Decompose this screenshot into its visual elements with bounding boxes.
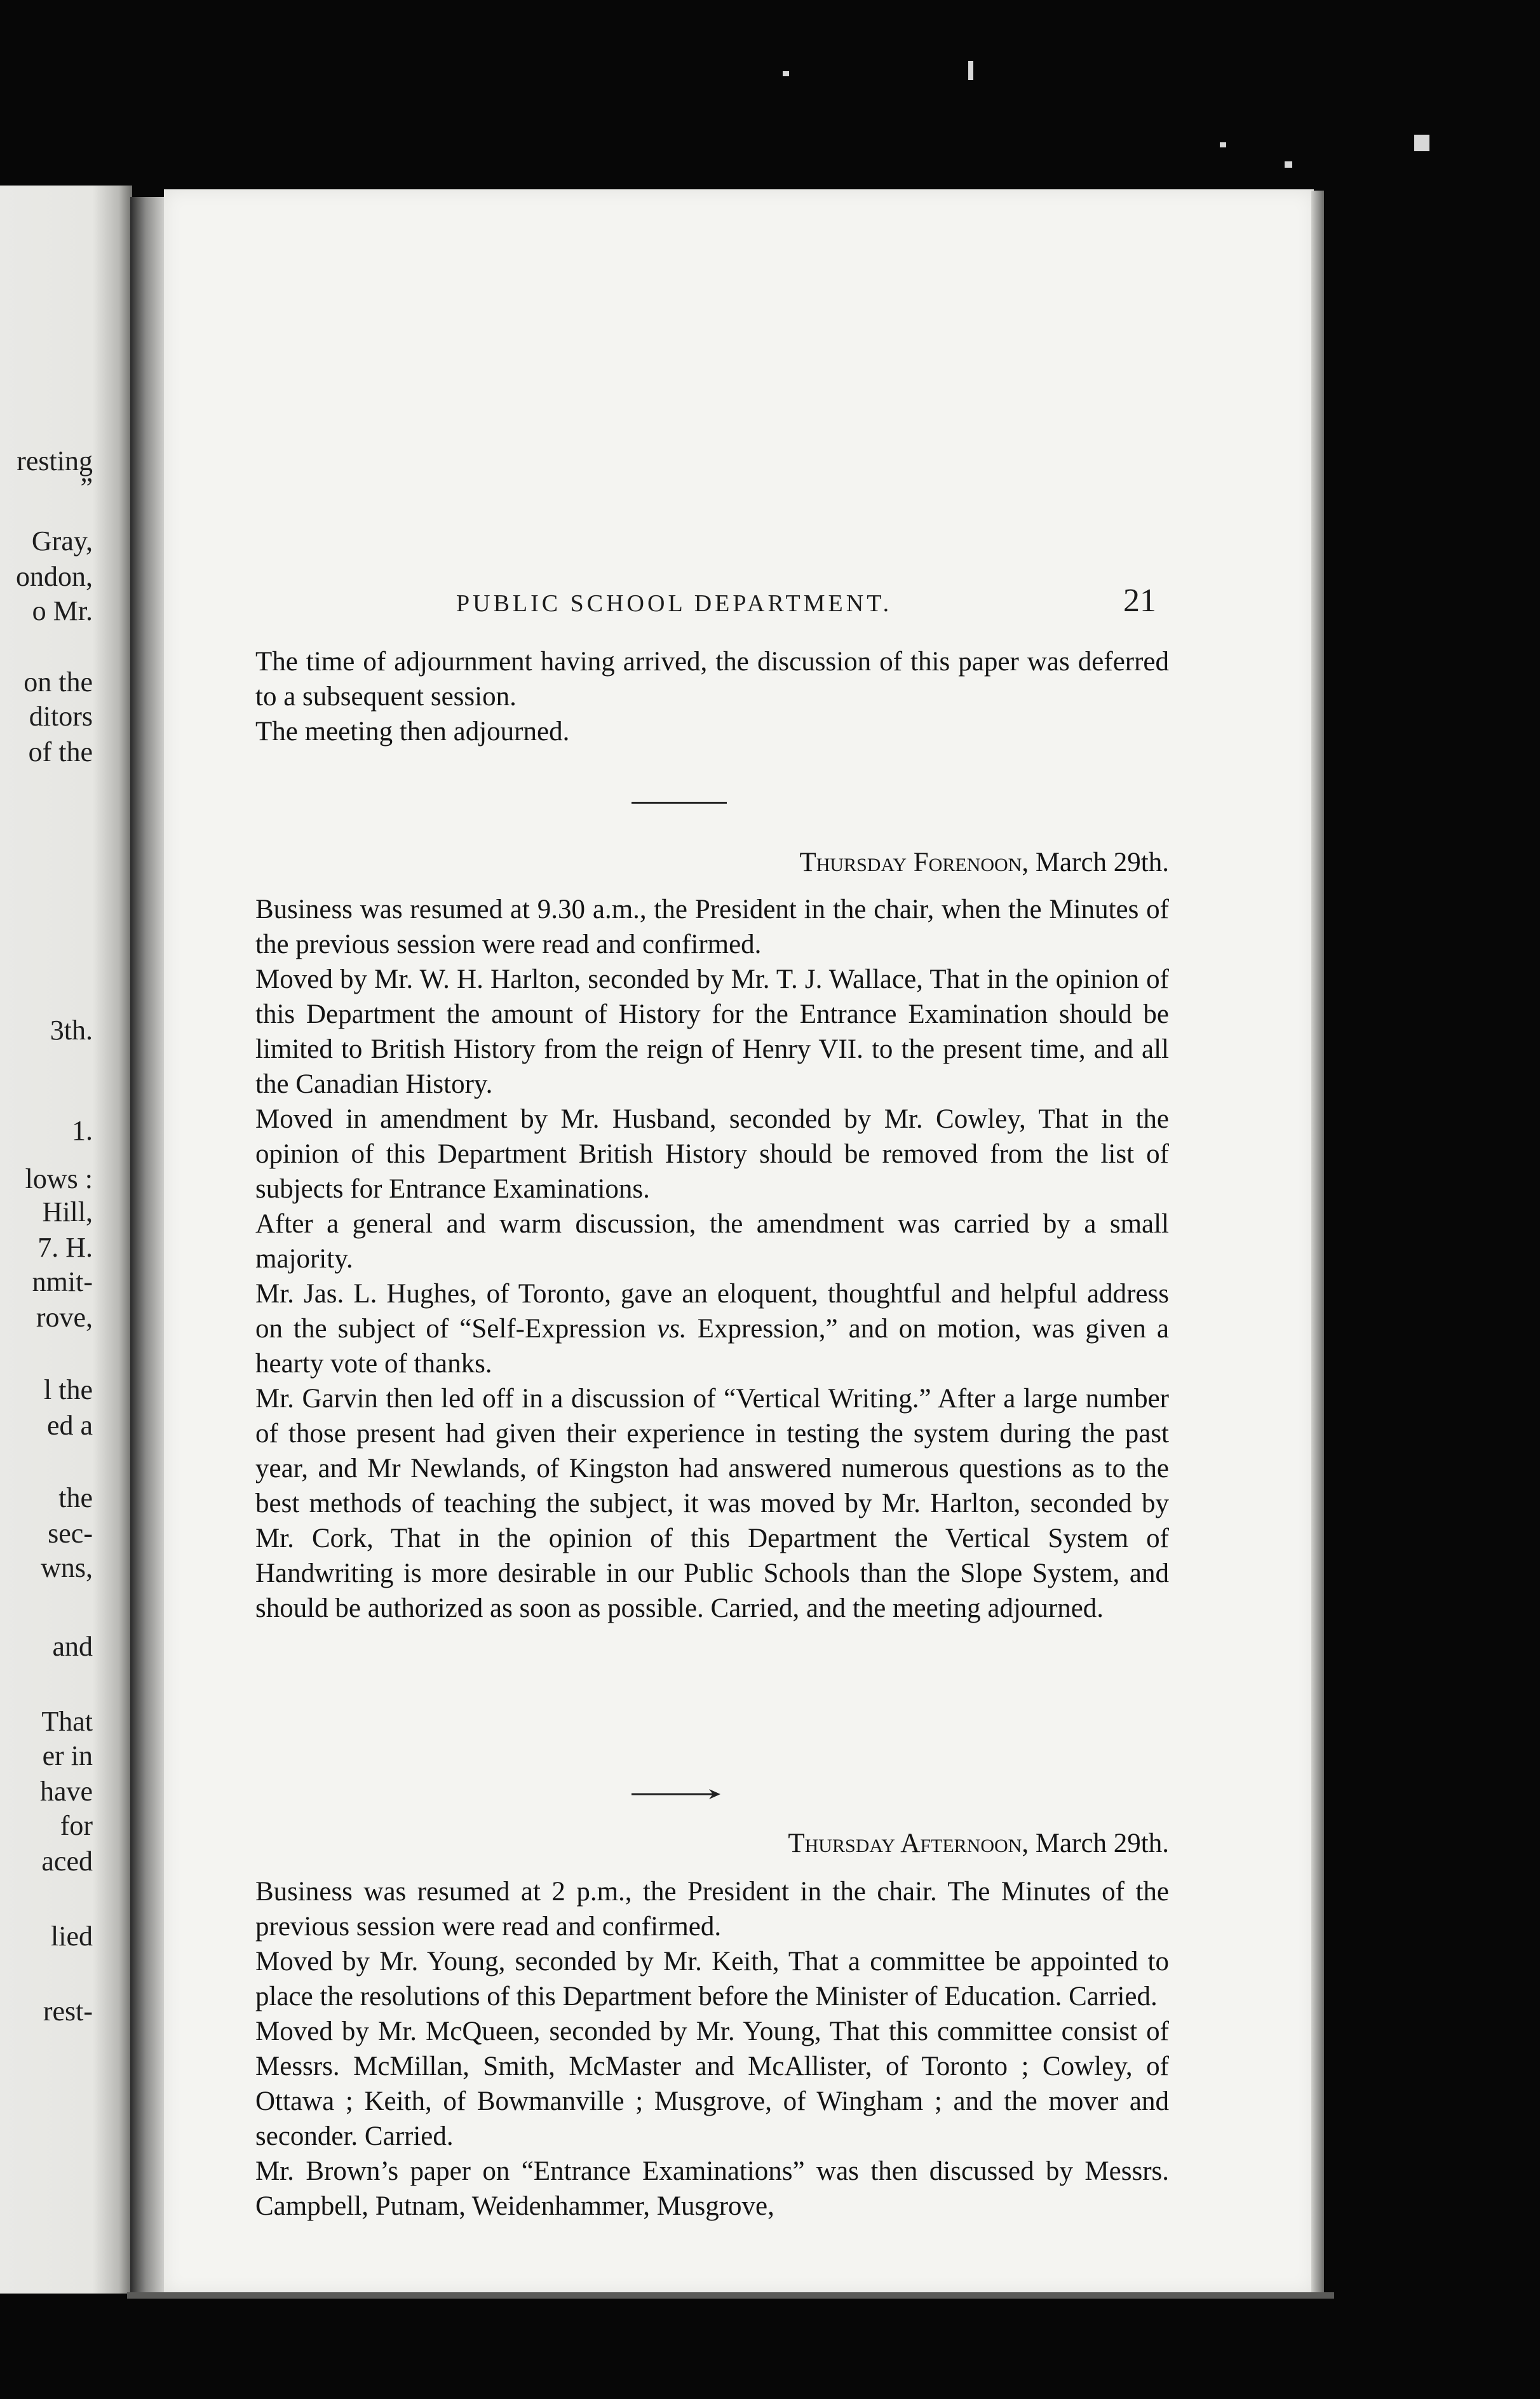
left-page-fragment: o Mr. [32,595,93,626]
heading-day: Thursday Afternoon, [788,1828,1029,1858]
section-heading-thursday-afternoon [203,1826,1169,1861]
left-page-fragment: of the [28,736,93,767]
dust-speck [783,71,789,76]
dust-speck [1285,161,1292,168]
paragraph: Moved in amendment by Mr. Husband, seconded by Mr. Cowley, That in the opinion of this Department British History should be removed from the list of subjects for Entrance Examinations. [255,1104,1169,1204]
left-page-fragment: have [39,1776,93,1807]
heading-day: Thursday Forenoon, [799,848,1029,877]
left-page-fragment: rest- [43,1996,93,2027]
heading-date: March 29th. [1035,848,1169,877]
left-page-fragment: Hill, [42,1196,93,1227]
paragraph: Business was resumed at 2 p.m., the President in the chair. The Minutes of the previous session were read and confirmed. [255,1877,1169,1942]
page-number: 21 [1123,583,1156,619]
left-page-fragment: ed a [46,1410,93,1441]
left-page [0,186,132,2294]
left-page-fragment: and [52,1631,93,1662]
left-page-fragment: rove, [36,1302,93,1333]
paragraph: Moved by Mr. McQueen, seconded by Mr. Young, That this committee consist of Messrs. McMillan, Smith, McMaster and McAllister, of Toronto ; Cowley, of Ottawa ; Keith, of Bowmanville ; Musgrove, of Wingham ; and the mover and seconder. Carried. [255,2017,1169,2151]
left-page-fragment: 3th. [50,1015,93,1046]
main-page [164,189,1314,2294]
running-head [164,582,1314,620]
page-bottom-edge [127,2292,1334,2299]
paragraph-hughes [203,1276,1169,1381]
left-page-fragment: ondon, [16,561,93,592]
paragraph: Moved by Mr. W. H. Harlton, seconded by Mr. T. J. Wallace, That in the opinion of this Department the amount of History for the Entrance Examination should be limited to British History from the reign of Henry VII. to the present time, and all the Canadian History. [255,964,1169,1099]
paragraph: After a general and warm discussion, the amendment was carried by a small majority. [255,1209,1169,1274]
forenoon-paragraphs [203,892,1169,1626]
left-page-fragment: Gray, [31,525,93,557]
left-page-fragment: nmit- [32,1266,93,1297]
dust-speck [968,61,973,80]
paragraph-text: Expression,” and on motion, was given a hearty vote of thanks. [255,1314,1170,1379]
left-page-fragment: wns, [41,1552,93,1583]
left-page-fragment: er in [42,1740,93,1771]
page-right-edge [1311,191,1324,2294]
paragraph: Mr. Brown’s paper on “Entrance Examinations” was then discussed by Messrs. Campbell, Putnam, Weidenhammer, Musgrove, [255,2156,1169,2221]
left-page-fragment: 1. [72,1115,93,1146]
paragraph: Business was resumed at 9.30 a.m., the President in the chair, when the Minutes of the previous session were read and confirmed. [255,895,1169,959]
paragraph: The time of adjournment having arrived, the discussion of this paper was deferred to a subsequent session. [255,647,1169,712]
heading-date: March 29th. [1035,1828,1169,1858]
paragraph-italic: vs. [657,1314,687,1344]
paragraph: The meeting then adjourned. [255,717,570,747]
dust-speck [1414,135,1429,151]
left-page-fragment: l the [44,1374,93,1405]
left-page-fragment: lows : [25,1163,93,1194]
section-divider-rule [632,802,727,804]
left-page-fragment: aced [41,1846,93,1877]
section-heading-thursday-forenoon [203,845,1169,880]
afternoon-paragraphs [203,1874,1169,2224]
paragraph: Moved by Mr. Young, seconded by Mr. Keith, That a committee be appointed to place the resolutions of this Department before the Minister of Education. Carried. [255,1947,1169,2011]
left-page-fragment: That [41,1706,93,1737]
left-page-fragment: on the [24,666,93,698]
left-page-fragment: lied [51,1921,93,1952]
left-page-fragment: 7. H. [37,1232,93,1263]
ornamental-divider [632,1788,727,1801]
dust-speck [1220,142,1226,147]
left-page-fragment: for [60,1810,93,1841]
left-page-fragment: sec- [48,1518,93,1549]
paragraph-text: Mr. Jas. L. Hughes, of Toronto, gave an eloquent, thoughtful and helpful address on the subject of “Self-Expression [255,1279,1169,1344]
opening-paragraphs [203,644,1169,749]
running-head-title: PUBLIC SCHOOL DEPARTMENT. [456,590,893,617]
paragraph: Mr. Garvin then led off in a discussion of “Vertical Writing.” After a large number of those present had given their experience in testing the system during the past year, and Mr Newlands, of Kingston had answered numerous questions as to the best methods of teaching the subject, it was moved by Mr. Harlton, seconded by Mr. Cork, That in the opinion of this Department the Vertical System of Handwriting is more desirable in our Public Schools than the Slope System, and should be authorized as soon as possible. Carried, and the meeting adjourned. [255,1384,1169,1623]
left-page-fragment: resting [17,445,93,476]
left-page-fragment: the [58,1482,93,1513]
book-gutter [130,197,165,2294]
left-page-fragment: ” [80,472,93,503]
left-page-fragment: ditors [29,701,93,732]
